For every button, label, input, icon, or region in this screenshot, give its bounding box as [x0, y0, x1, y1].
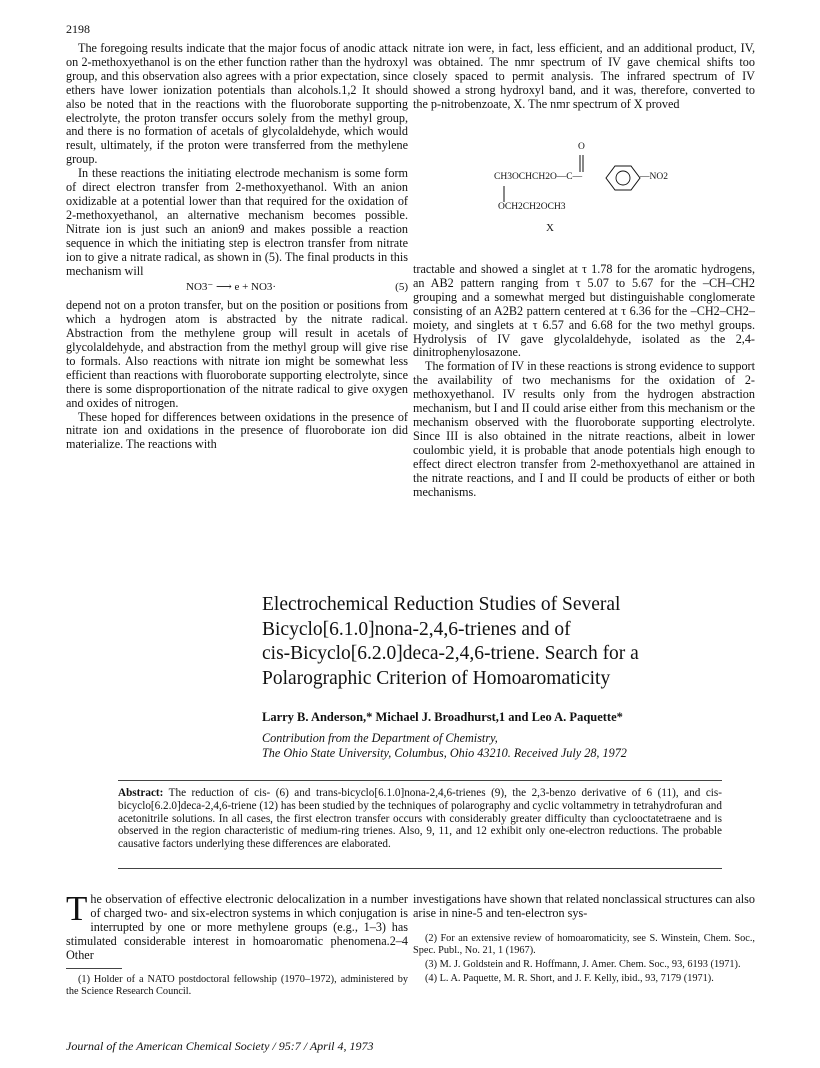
drop-cap: T	[66, 889, 88, 928]
equation-text: NO3⁻ ⟶ e + NO3·	[186, 281, 277, 294]
paragraph: tractable and showed a singlet at τ 1.78 for the aromatic hydrogens, an AB2 pattern ranging from τ 5.07 to 5.67 for the –CH–CH2 grouping and a somewhat merged but distinguishable conglomerate consisting of an A2B2 pattern centered at τ 6.36 for the –CH2–CH2– moiety, and singlets at τ 6.57 and 6.68 for the two methyl groups. Hydrolysis of IV gave glycolaldehyde, isolated as the 2,4-dinitrophenylosazone.	[413, 262, 755, 360]
footnotes-right	[413, 933, 755, 987]
chemical-structure-x	[494, 142, 714, 250]
title-line: cis-Bicyclo[6.2.0]deca-2,4,6-triene. Search for a	[262, 643, 639, 664]
page-number: 2198	[66, 22, 90, 36]
nitro-group: —NO2	[640, 172, 668, 182]
affiliation-line: The Ohio State University, Columbus, Ohio 43210. Received July 28, 1972	[262, 745, 627, 760]
left-column	[66, 42, 408, 452]
carbonyl-oxygen: O	[578, 142, 585, 152]
intro-text-continued: investigations have shown that related nonclassical structures can also arise in nine-5 and ten-electron sys-	[413, 892, 755, 920]
paragraph: In these reactions the initiating electrode mechanism is some form of direct electron transfer from 2-methoxyethanol. With an anion oxidizable at a potential lower than that required for the oxidation of 2-methoxyethanol, an alternative mechanism becomes possible. Nitrate ion is just such an anion9 and makes possible a reaction sequence in which the initiating step is electron transfer from nitrate ion to give a nitrate radical, as shown in (5). The final products in this mechanism will	[66, 166, 408, 278]
intro-text: he observation of effective electronic delocalization in a number of charged two- and six-electron systems in which conjugation is interrupted by one or more methylene groups (e.g., 1–3) has stimulated considerable interest in homoaromatic phenomena.2–4 Other	[66, 892, 408, 962]
journal-footer: Journal of the American Chemical Society / 95:7 / April 4, 1973	[66, 1039, 374, 1053]
paragraph: depend not on a proton transfer, but on the position or positions from which a hydrogen atom is abstracted by the nitrate radical. Abstraction from the methylene group will result in acetals of glycolaldehyde, and abstraction from the methyl group will give rise to formals. Also reactions with nitrate ion might be somewhat less efficient than reactions with fluoroborate supporting electrolyte, since there is some disproportionation of the nitrate radical to give oxygen and oxides of nitrogen.	[66, 298, 408, 410]
footnote-2: (2) For an extensive review of homoaromaticity, see S. Winstein, Chem. Soc., Spec. Publ., No. 21, 1 (1967).	[413, 933, 755, 956]
abstract-top-rule	[118, 780, 722, 781]
intro-right-column	[413, 893, 755, 921]
compound-label: X	[546, 222, 554, 234]
title-line: Electrochemical Reduction Studies of Several	[262, 594, 621, 615]
title-line: Polarographic Criterion of Homoaromaticity	[262, 667, 611, 689]
methoxyethoxy-substituent: OCH2CH2OCH3	[498, 202, 566, 212]
footnote-3: (3) M. J. Goldstein and R. Hoffmann, J. Amer. Chem. Soc., 93, 6193 (1971).	[425, 959, 741, 970]
right-column-continued	[413, 263, 755, 499]
title-line: Bicyclo[6.1.0]nona-2,4,6-trienes and of	[262, 618, 571, 640]
article-title	[262, 593, 702, 691]
footnote-1: (1) Holder of a NATO postdoctoral fellowship (1970–1972), administered by the Science Research Council.	[66, 974, 408, 997]
contribution-affiliation	[262, 731, 627, 760]
abstract	[118, 787, 722, 851]
footnote-4: (4) L. A. Paquette, M. R. Short, and J. F. Kelly, ibid., 93, 7179 (1971).	[425, 973, 714, 984]
abstract-label: Abstract:	[118, 787, 164, 799]
abstract-text: The reduction of cis- (6) and trans-bicyclo[6.1.0]nona-2,4,6-trienes (9), the 2,3-benzo derivative of 6 (11), and cis-bicyclo[6.2.0]deca-2,4,6-triene (12) has been studied by the techniques of polarography and cyclic voltammetry in tetrahydrofuran and acetonitrile solutions. In all cases, the first electron transfer occurs with considerably greater difficulty than cyclooctatetraene and is observed in the region characteristic of medium-ring trienes. Also, 9, 11, and 12 exhibit only one-electron reductions. The probable causative factors underlying these differences are elaborated.	[118, 787, 722, 851]
footnotes-left	[66, 974, 408, 1000]
paragraph: The foregoing results indicate that the major focus of anodic attack on 2-methoxyethanol is on the ether function rather than the hydroxyl group, and this observation also agrees with a prior expectation, since ethers have lower ionization potentials than alcohols.1,2 It should also be noted that in the reactions with the fluoroborate supporting electrolyte, the proton transfer occurs solely from the methyl group, and there is no formation of acetals of glycolaldehyde, which would result, ultimately, if the proton were transferred from the methylene group.	[66, 41, 408, 167]
abstract-bottom-rule	[118, 868, 722, 869]
right-column	[413, 42, 755, 112]
intro-paragraph	[66, 889, 408, 963]
paragraph: The formation of IV in these reactions is strong evidence to support the availability of two mechanisms for the oxidation of 2-methoxyethanol. IV results only from the hydrogen abstraction mechanism, but I and II could arise either from this mechanism or the mechanism observed with the fluoroborate supporting electrolyte. Since III is also obtained in the nitrate reactions, albeit in lower coulombic yield, it is probable that anode potentials high enough to effect direct electron transfer from 2-methoxyethanol are attained in the nitrate reactions, and I and II could be products of either or both mechanisms.	[413, 359, 755, 499]
paragraph: These hoped for differences between oxidations in the presence of nitrate ion and oxidations in the presence of fluoroborate ion did materialize. The reactions with	[66, 409, 408, 452]
footnote-rule	[66, 968, 122, 969]
authors: Larry B. Anderson,* Michael J. Broadhurst,1 and Leo A. Paquette*	[262, 710, 623, 724]
equation-number: (5)	[395, 281, 408, 294]
paragraph: nitrate ion were, in fact, less efficient, and an additional product, IV, was obtained. The nmr spectrum of IV gave chemical shifts too closely spaced to permit analysis. The infrared spectrum of IV showed a strong hydroxyl band, and it was, therefore, converted to the p-nitrobenzoate, X. The nmr spectrum of X proved	[413, 41, 755, 111]
equation-5	[66, 281, 408, 295]
intro-left-column	[66, 889, 408, 963]
structure-left-chain: CH3OCHCH2O—C—	[494, 172, 583, 182]
affiliation-line: Contribution from the Department of Chemistry,	[262, 731, 498, 745]
